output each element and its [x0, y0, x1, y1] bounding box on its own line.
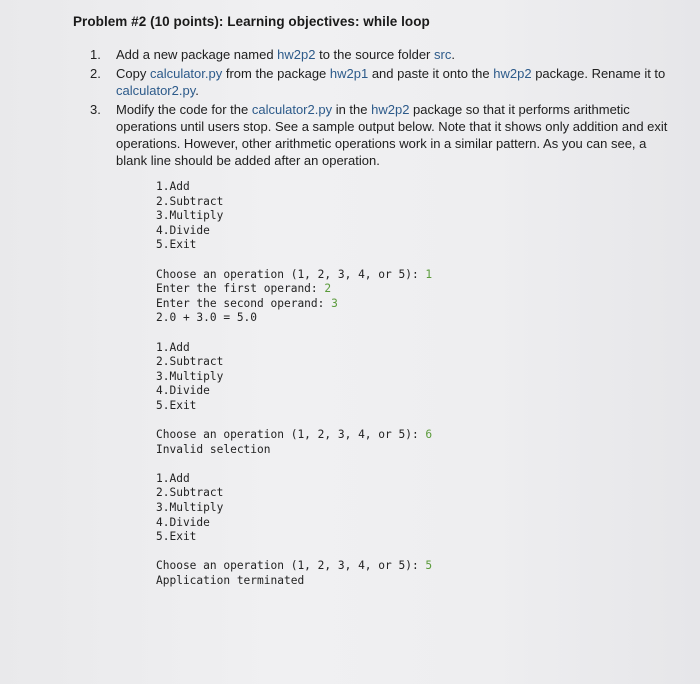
user-input: 1 — [425, 267, 433, 281]
operation-prompt: Choose an operation (1, 2, 3, 4, or 5): 1 — [156, 267, 433, 281]
menu-item: 1.Add — [156, 471, 190, 485]
step-text-fragment: . — [451, 47, 455, 62]
result-line: 2.0 + 3.0 = 5.0 — [156, 311, 258, 325]
problem-title: Problem #2 (10 points): Learning objectives: while loop — [73, 14, 430, 29]
menu-item: 1.Add — [156, 340, 190, 354]
step-text-fragment: . — [195, 83, 199, 98]
menu-item: 2.Subtract — [156, 194, 224, 208]
menu-item: 4.Divide — [156, 223, 210, 237]
instruction-step — [90, 101, 680, 169]
code-reference: hw2p2 — [277, 47, 316, 62]
step-text-fragment: Copy — [116, 66, 150, 81]
step-text-fragment: package. Rename it to — [531, 66, 666, 81]
code-reference: hw2p1 — [329, 66, 369, 81]
first-operand-prompt: Enter the first operand: 2 — [156, 282, 332, 296]
code-reference: calculator2.py — [251, 102, 333, 117]
second-operand-prompt: Enter the second operand: 3 — [156, 296, 338, 310]
code-reference: src — [434, 47, 452, 62]
user-input: 2 — [324, 282, 332, 296]
sample-output — [156, 180, 432, 589]
step-text — [116, 65, 680, 99]
step-text — [116, 46, 680, 63]
menu-block — [156, 180, 432, 253]
code-reference: hw2p2 — [371, 102, 410, 117]
menu-item: 4.Divide — [156, 515, 210, 529]
step-text-fragment: and paste it onto the — [368, 66, 494, 81]
user-input: 3 — [331, 296, 338, 310]
operation-prompt: Choose an operation (1, 2, 3, 4, or 5): 6 — [156, 428, 433, 442]
invalid-message: Invalid selection — [156, 442, 271, 456]
menu-item: 5.Exit — [156, 530, 197, 544]
step-text-fragment: in the — [332, 102, 372, 117]
user-input: 5 — [425, 559, 433, 573]
step-number: 3. — [90, 102, 101, 117]
menu-item: 4.Divide — [156, 384, 210, 398]
code-reference: calculator.py — [149, 66, 223, 81]
menu-item: 2.Subtract — [156, 355, 224, 369]
menu-item: 5.Exit — [156, 238, 197, 252]
menu-item: 3.Multiply — [156, 501, 224, 515]
user-input: 6 — [425, 428, 433, 442]
step-text-fragment: package so that it performs arithmetic operations until users stop. See a sample output below. Note that it shows only addition and exit operations. However, other arithmetic operations work in a similar pattern. As you can see, a blank line should be added after an operation. — [116, 102, 668, 168]
step-number: 1. — [90, 47, 101, 62]
step-text-fragment: Add a new package named — [116, 47, 278, 62]
menu-item: 2.Subtract — [156, 486, 224, 500]
menu-item: 5.Exit — [156, 398, 197, 412]
terminated-message: Application terminated — [156, 574, 305, 588]
menu-block — [156, 341, 432, 414]
instruction-list — [90, 46, 680, 171]
operation-prompt: Choose an operation (1, 2, 3, 4, or 5): 5 — [156, 559, 433, 573]
step-text-fragment: Modify the code for the — [116, 102, 252, 117]
step-text-fragment: from the package — [222, 66, 330, 81]
instruction-step — [90, 65, 680, 99]
menu-item: 3.Multiply — [156, 369, 224, 383]
step-text — [116, 101, 680, 169]
menu-item: 3.Multiply — [156, 209, 224, 223]
instruction-step — [90, 46, 680, 63]
code-reference: hw2p2 — [493, 66, 532, 81]
menu-item: 1.Add — [156, 180, 190, 193]
step-text-fragment: to the source folder — [315, 47, 434, 62]
step-number: 2. — [90, 66, 101, 81]
menu-block — [156, 472, 432, 545]
code-reference: calculator2.py — [116, 83, 196, 98]
